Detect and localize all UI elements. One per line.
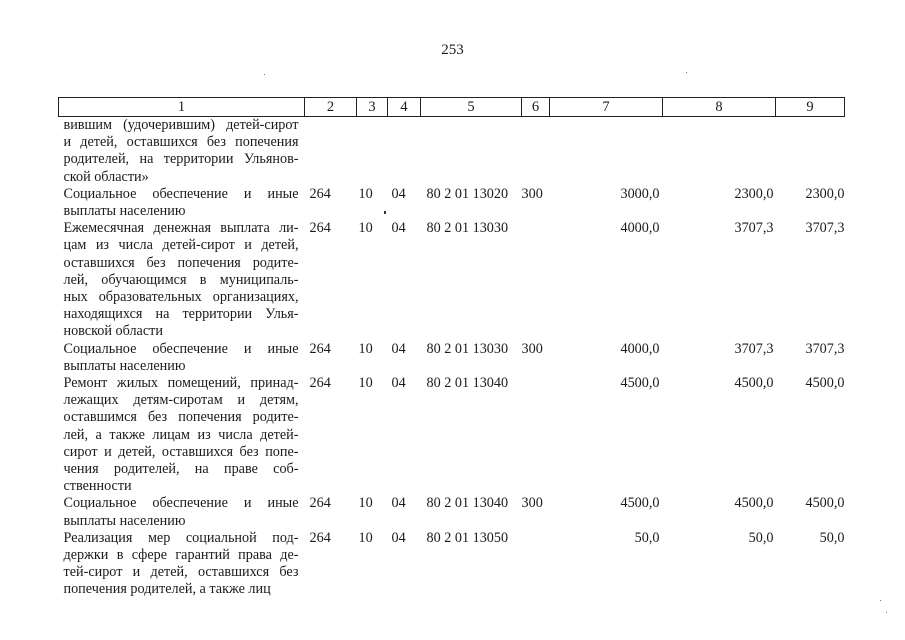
cell-c9 [776,117,845,186]
cell-c7 [550,117,663,186]
cell-c5: 80 2 01 13030 [426,340,509,357]
cell-c9: 2300,0 [805,185,845,202]
table-row [59,341,845,375]
cell-c3: 10 [358,340,373,357]
cell-c6 [522,117,550,186]
row-name [59,495,305,529]
row-name [59,375,305,495]
row-name-line: держки в сфере гарантий права де- [63,547,299,564]
cell-c7: 4500,0 [620,495,660,512]
cell-c3: 10 [358,220,373,237]
cell-c5: 80 2 01 13040 [426,375,509,392]
row-name-line: Реализация мер социальной под- [63,529,299,546]
row-name-line: тей-сирот и детей, оставшихся без [63,564,299,581]
row-name-line: и детей, оставшихся без попечения [63,134,299,151]
scan-speck [686,72,687,73]
cell-c2: 264 [309,185,331,202]
cell-c3: 10 [358,529,373,546]
cell-c2: 264 [309,340,331,357]
cell-c8 [663,117,776,186]
table-header [59,98,845,117]
cell-c5: 80 2 01 13050 [426,529,509,546]
cell-c4: 04 [391,340,406,357]
column-header-4: 4 [388,98,421,117]
table-row [59,186,845,220]
cell-c6 [522,530,550,599]
table-body [59,117,845,599]
cell-c2: 264 [309,495,331,512]
cell-c8: 3707,3 [734,340,774,357]
cell-c8: 2300,0 [734,185,774,202]
row-name-line: Социальное обеспечение и иные [63,495,299,512]
row-name-line: новской области [63,323,163,340]
row-name-line: родителей, на территории Ульянов- [63,151,299,168]
cell-c3 [357,117,388,186]
cell-c6: 300 [521,185,543,202]
cell-c7: 4000,0 [620,340,660,357]
column-header-9: 9 [776,98,845,117]
cell-c6 [522,375,550,495]
row-name-line: выплаты населению [63,512,186,529]
row-name-line: вившим (удочерившим) детей-сирот [63,117,299,133]
column-header-1: 1 [59,98,305,117]
row-name-line: Социальное обеспечение и иные [63,185,299,202]
table-row [59,530,845,599]
table-row [59,375,845,495]
cell-c3: 10 [358,495,373,512]
row-name-line: лежащих детям-сиротам и детям, [63,392,299,409]
cell-c6: 300 [521,340,543,357]
cell-c2: 264 [309,529,331,546]
row-name-line: Социальное обеспечение и иные [63,340,299,357]
table-row [59,117,845,186]
row-name [59,341,305,375]
row-name-line: оставшихся без попечения родите- [63,254,299,271]
column-header-3: 3 [357,98,388,117]
cell-c4: 04 [391,220,406,237]
row-name-line: чения родителей, на праве соб- [63,461,299,478]
row-name [59,117,305,186]
budget-table [58,97,845,599]
table-row [59,495,845,529]
header-row [59,98,845,117]
cell-c6 [522,220,550,340]
cell-c8: 3707,3 [734,220,774,237]
cell-c2: 264 [309,220,331,237]
page-number: 253 [441,42,464,58]
cell-c9: 50,0 [819,529,845,546]
row-name [59,186,305,220]
cell-c7: 50,0 [634,529,660,546]
cell-c4 [388,117,421,186]
cell-c5: 80 2 01 13020 [426,185,509,202]
column-header-5: 5 [421,98,522,117]
scan-dot [384,211,386,214]
cell-c5: 80 2 01 13040 [426,495,509,512]
row-name-line: находящихся на территории Улья- [63,306,299,323]
cell-c5: 80 2 01 13030 [426,220,509,237]
cell-c4: 04 [391,185,406,202]
cell-c3: 10 [358,185,373,202]
column-header-2: 2 [305,98,357,117]
cell-c9: 4500,0 [805,495,845,512]
cell-c9: 3707,3 [805,340,845,357]
row-name-line: попечения родителей, а также лиц [63,581,271,598]
row-name [59,220,305,340]
row-name-line: лей, а также лицам из числа детей- [63,426,299,443]
column-header-8: 8 [663,98,776,117]
column-header-6: 6 [522,98,550,117]
column-header-7: 7 [550,98,663,117]
row-name-line: выплаты населению [63,357,186,374]
row-name-line: ных образовательных организациях, [63,289,299,306]
cell-c8: 4500,0 [734,375,774,392]
row-name-line: Ремонт жилых помещений, принад- [63,375,299,392]
cell-c8: 50,0 [748,529,774,546]
cell-c7: 3000,0 [620,185,660,202]
cell-c2: 264 [309,375,331,392]
scan-speck [264,74,265,75]
cell-c4: 04 [391,375,406,392]
cell-c9: 3707,3 [805,220,845,237]
scan-speck [880,600,881,601]
table-row [59,220,845,340]
cell-c4: 04 [391,529,406,546]
cell-c7: 4500,0 [620,375,660,392]
row-name-line: цам из числа детей-сирот и детей, [63,237,299,254]
row-name-line: Ежемесячная денежная выплата ли- [63,220,299,237]
cell-c2 [305,117,357,186]
row-name-line: ственности [63,478,132,495]
cell-c8: 4500,0 [734,495,774,512]
cell-c7: 4000,0 [620,220,660,237]
cell-c4: 04 [391,495,406,512]
cell-c6: 300 [521,495,543,512]
row-name-line: выплаты населению [63,203,186,220]
cell-c3: 10 [358,375,373,392]
row-name-line: ской области» [63,168,149,185]
scan-speck [886,612,887,613]
row-name-line: сирот и детей, оставшихся без попе- [63,443,299,460]
row-name-line: оставшимся без попечения родите- [63,409,299,426]
cell-c5 [421,117,522,186]
row-name-line: лей, обучающимся в муниципаль- [63,271,299,288]
row-name [59,530,305,599]
cell-c9: 4500,0 [805,375,845,392]
